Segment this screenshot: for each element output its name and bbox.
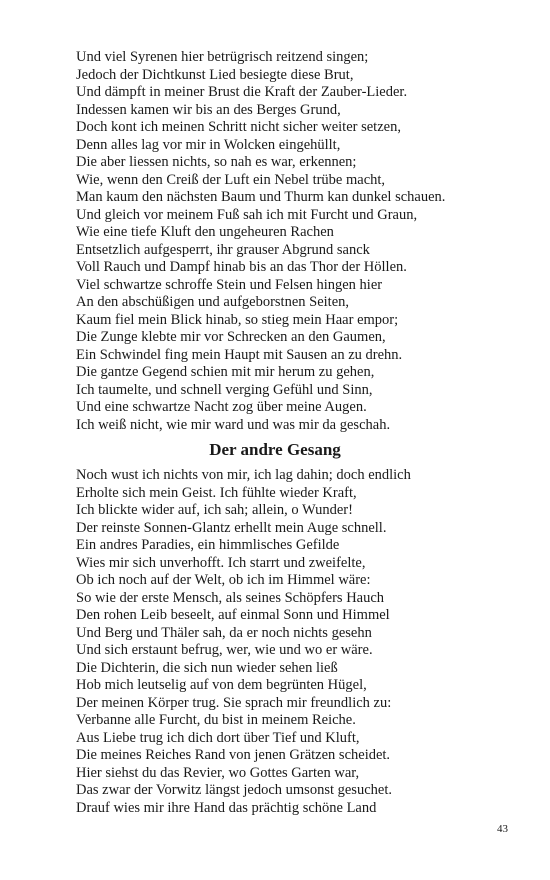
poem-line: Die Zunge klebte mir vor Schrecken an den Gaumen, [76, 329, 386, 345]
poem-line: Ob ich noch auf der Welt, ob ich im Himmel wäre: [76, 572, 371, 588]
poem-line: Noch wust ich nichts von mir, ich lag dahin; doch endlich [76, 467, 411, 483]
poem-line: Die aber liessen nichts, so nah es war, erkennen; [76, 154, 357, 170]
poem-line: Und dämpft in meiner Brust die Kraft der Zauber-Lieder. [76, 84, 408, 100]
poem-line: Drauf wies mir ihre Hand das prächtig schöne Land [76, 799, 377, 816]
poem-line: Kaum fiel mein Blick hinab, so stieg mein Haar empor; [76, 311, 399, 328]
poem-line: Doch kont ich meinen Schritt nicht sicher weiter setzen, [76, 119, 401, 135]
poem-line: Ich blickte wider auf, ich sah; allein, o Wunder! [76, 502, 353, 518]
poem-line: Ein Schwindel fing mein Haupt mit Sausen an zu drehn. [76, 346, 403, 363]
poem-line: Wie, wenn den Creiß der Luft ein Nebel trübe macht, [76, 171, 386, 188]
poem-line: Hob mich leutselig auf von dem begrünten Hügel, [76, 677, 367, 693]
poem-line: Der meinen Körper trug. Sie sprach mir freundlich zu: [76, 694, 392, 711]
poem-line: So wie der erste Mensch, als seines Schöpfers Hauch [76, 589, 385, 606]
poem-line: Erholte sich mein Geist. Ich fühlte wieder Kraft, [76, 484, 357, 501]
poem-line: Den rohen Leib beseelt, auf einmal Sonn und Himmel [76, 607, 390, 623]
poem-line: Die meines Reiches Rand von jenen Grätzen scheidet. [76, 747, 391, 763]
poem-line: Ich taumelte, und schnell verging Gefühl und Sinn, [76, 381, 373, 398]
poem-line: Ich weiß nicht, wie mir ward und was mir da geschah. [76, 416, 391, 433]
poem-stanza-1 [76, 49, 496, 434]
poem-line: Wies mir sich unverhofft. Ich starrt und zweifelte, [76, 554, 366, 571]
poem-line: Und gleich vor meinem Fuß sah ich mit Furcht und Graun, [76, 206, 418, 223]
poem-line: Und eine schwartze Nacht zog über meine Augen. [76, 399, 367, 415]
poem-stanza-2 [76, 467, 496, 817]
poem-line: Denn alles lag vor mir in Wolcken eingehüllt, [76, 136, 341, 153]
poem-line: Die gantze Gegend schien mit mir herum zu gehen, [76, 364, 375, 380]
poem-line: Man kaum den nächsten Baum und Thurm kan dunkel schauen. [76, 189, 446, 205]
page-number: 43 [497, 823, 508, 835]
poem-line: Entsetzlich aufgesperrt, ihr grauser Abgrund sanck [76, 241, 370, 258]
poem-line: Indessen kamen wir bis an des Berges Grund, [76, 101, 341, 118]
poem-line: Und sich erstaunt befrug, wer, wie und wo er wäre. [76, 642, 373, 658]
poem-line: Und viel Syrenen hier betrügrisch reitzend singen; [76, 49, 369, 65]
poem-line: Der reinste Sonnen-Glantz erhellt mein Auge schnell. [76, 519, 387, 536]
poem-line: Viel schwartze schroffe Stein und Felsen hingen hier [76, 276, 383, 293]
poem-line: Jedoch der Dichtkunst Lied besiegte diese Brut, [76, 66, 354, 83]
poem-line: Das zwar der Vorwitz längst jedoch umsonst gesuchet. [76, 782, 392, 798]
poem-line: Aus Liebe trug ich dich dort über Tief und Kluft, [76, 729, 360, 746]
poem-line: Voll Rauch und Dampf hinab bis an das Thor der Höllen. [76, 259, 407, 275]
poem-line: Wie eine tiefe Kluft den ungeheuren Rachen [76, 224, 334, 240]
poem-line: Verbanne alle Furcht, du bist in meinem Reiche. [76, 712, 356, 728]
poem-line: Und Berg und Thäler sah, da er noch nichts gesehn [76, 624, 372, 641]
section-heading: Der andre Gesang [209, 440, 341, 459]
poem-line: Hier siehst du das Revier, wo Gottes Garten war, [76, 764, 360, 781]
poem-line: Ein andres Paradies, ein himmlisches Gefilde [76, 537, 340, 553]
poem-line: Die Dichterin, die sich nun wieder sehen ließ [76, 659, 338, 676]
poem-line: An den abschüßigen und aufgeborstnen Seiten, [76, 294, 350, 310]
